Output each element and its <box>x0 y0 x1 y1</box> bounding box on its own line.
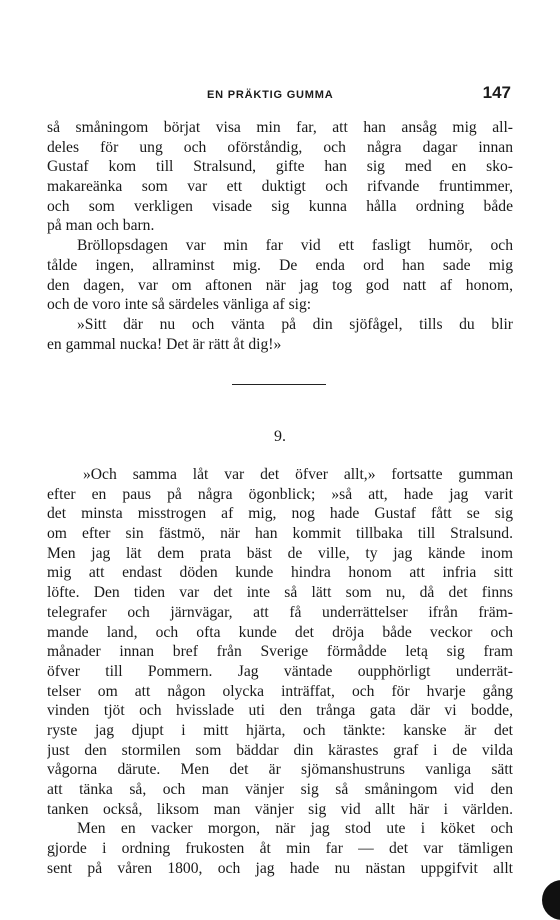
text-line: Men en vacker morgon, när jag stod ute i köket och <box>77 820 513 838</box>
text-line: så småningom börjat visa min far, att han ansåg mig all- <box>47 119 513 136</box>
section-divider <box>232 384 326 385</box>
text-line: vinden tjöt och hvisslade uti den trånga gata där vi bodde, <box>47 702 513 720</box>
text-line: vågorna därute. Men det är sjömanshustruns vanliga sätt <box>47 761 513 779</box>
text-line: löfte. Den tiden var det inte så lätt som nu, då det finns <box>47 584 513 602</box>
text-line: Men jag lät dem prata bäst de ville, ty jag kände inom <box>47 544 513 562</box>
text-line: tanken också, liksom man vänjer sig vid allt här i världen. <box>47 800 513 818</box>
text-line: tålde ingen, allraminst mig. De enda ord han sade mig <box>47 256 513 274</box>
text-line: telser om att någon olycka inträffat, och för hvarje gång <box>47 682 513 700</box>
text-line: och de voro inte så särdeles vänliga af sig: <box>47 296 312 314</box>
running-title: EN PRÄKTIG GUMMA <box>207 89 334 101</box>
section-bottom-text <box>47 465 513 878</box>
text-line: ryste jag djupt i mitt hjärta, och tänkte: kanske är det <box>47 721 513 739</box>
text-line: på man och barn. <box>47 217 155 235</box>
text-line: mig att endast döden kunde hindra honom att infria sitt <box>47 564 513 582</box>
text-line: »Och samma låt var det öfver allt,» fortsatte gumman <box>83 466 513 483</box>
text-line: makareänka som var ett duktigt och rifvande fruntimmer, <box>47 178 513 196</box>
text-line: sent på våren 1800, och jag hade nu nästan uppgifvit allt <box>47 859 513 877</box>
text-line: det minsta misstrogen af mig, nog hade Gustaf fått se sig <box>47 505 513 523</box>
page-number: 147 <box>482 83 511 102</box>
text-line: efter en paus på några ögonblick; »så att, hade jag varit <box>47 485 513 503</box>
page-header <box>47 83 513 109</box>
section-top-text <box>47 118 513 354</box>
page-edge-mark <box>542 880 560 920</box>
text-line: deles för ung och oförståndig, och några dagar innan <box>47 138 513 156</box>
text-line: »Sitt där nu och vänta på din sjöfågel, tills du blir <box>77 315 513 333</box>
section-number: 9. <box>274 428 286 445</box>
text-line: gjorde i ordning frukosten åt min far — det var tämligen <box>47 840 513 858</box>
text-line: mande land, och ofta kunde det dröja både veckor och <box>47 623 513 641</box>
text-line: och som verkligen visade sig kunna hålla ordning både <box>47 197 513 215</box>
text-line: om efter sin fästmö, när han kommit tillbaka till Stralsund. <box>47 525 513 543</box>
text-line: den dagen, var om aftonen när jag tog god natt af honom, <box>47 276 513 294</box>
text-line: Bröllopsdagen var min far vid ett fasligt humör, och <box>77 237 513 255</box>
text-line: öfver till Pommern. Jag väntade oupphörligt underrät- <box>47 662 513 680</box>
text-line: att tänka så, och man vänjer sig så småningom vid den <box>47 781 513 798</box>
text-line: månader innan bref från Sverige förmådde letą sig fram <box>47 643 513 661</box>
text-line: just den stormilen som bäddar din kärastes graf i de vilda <box>47 741 513 759</box>
text-line: Gustaf kom till Stralsund, gifte han sig med en sko- <box>47 158 513 176</box>
text-line: telegrafer och järnvägar, att få underrättelser ifrån främ- <box>47 603 513 621</box>
text-line: en gammal nucka! Det är rätt åt dig!» <box>47 335 282 353</box>
